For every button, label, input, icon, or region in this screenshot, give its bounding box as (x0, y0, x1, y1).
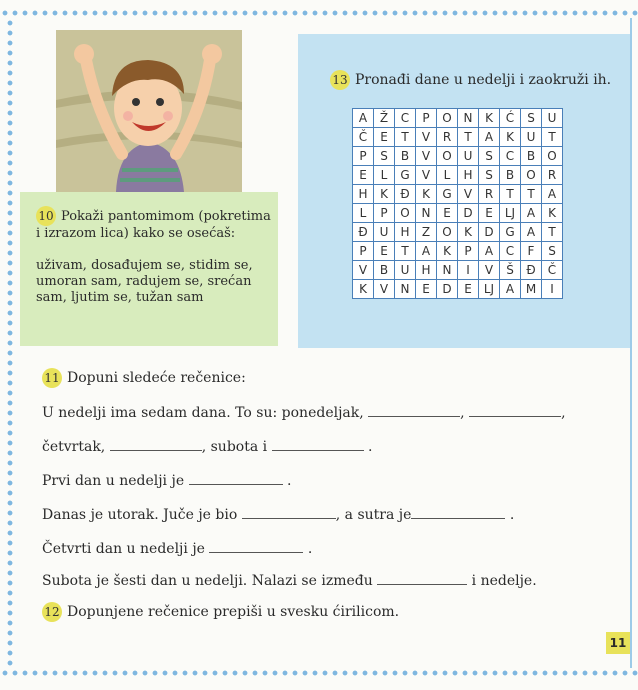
grid-cell[interactable]: Š (500, 261, 521, 280)
grid-cell[interactable]: T (458, 128, 479, 147)
grid-cell[interactable]: V (479, 261, 500, 280)
grid-cell[interactable]: S (479, 147, 500, 166)
word-search-grid (352, 108, 563, 299)
sentence-2: četvrtak, , subota i . (42, 439, 373, 455)
grid-cell[interactable]: H (353, 185, 374, 204)
grid-cell[interactable]: G (500, 223, 521, 242)
grid-cell[interactable]: S (542, 242, 563, 261)
sentence-6: Subota je šesti dan u nedelji. Nalazi se između i nedelje. (42, 573, 537, 589)
grid-cell[interactable]: A (521, 204, 542, 223)
grid-cell[interactable]: G (395, 166, 416, 185)
grid-cell[interactable]: U (542, 109, 563, 128)
grid-cell[interactable]: O (437, 223, 458, 242)
grid-cell[interactable]: E (416, 280, 437, 299)
sentence-3: Prvi dan u nedelji je . (42, 473, 292, 489)
task-11-instruction: Dopuni sledeće rečenice: (67, 370, 246, 386)
grid-cell[interactable]: F (521, 242, 542, 261)
grid-cell[interactable]: Z (416, 223, 437, 242)
blank-field[interactable] (469, 404, 561, 417)
grid-cell[interactable]: L (374, 166, 395, 185)
grid-cell[interactable]: K (542, 204, 563, 223)
blank-field[interactable] (110, 438, 202, 451)
grid-cell[interactable]: H (395, 223, 416, 242)
bottom-dot-border (0, 666, 638, 680)
grid-cell[interactable]: Đ (395, 185, 416, 204)
grid-cell[interactable]: V (374, 280, 395, 299)
grid-cell[interactable]: D (437, 280, 458, 299)
grid-cell[interactable]: K (374, 185, 395, 204)
grid-cell[interactable]: Đ (521, 261, 542, 280)
sentence-5: Četvrti dan u nedelji je . (42, 541, 313, 557)
grid-cell[interactable]: R (479, 185, 500, 204)
grid-cell[interactable]: K (500, 128, 521, 147)
blank-field[interactable] (368, 404, 460, 417)
grid-cell[interactable]: V (458, 185, 479, 204)
grid-cell[interactable]: LJ (479, 280, 500, 299)
grid-cell[interactable]: V (416, 147, 437, 166)
top-dot-border (0, 6, 638, 20)
grid-cell[interactable]: N (416, 204, 437, 223)
grid-cell[interactable]: B (521, 147, 542, 166)
task-12-instruction: Dopunjene rečenice prepiši u svesku ćirilicom. (67, 604, 400, 620)
blank-field[interactable] (189, 472, 283, 485)
grid-cell[interactable]: L (353, 204, 374, 223)
grid-cell[interactable]: P (353, 147, 374, 166)
grid-cell[interactable]: S (479, 166, 500, 185)
grid-cell[interactable]: T (542, 128, 563, 147)
grid-cell[interactable]: N (395, 280, 416, 299)
grid-row (353, 242, 563, 261)
blank-field[interactable] (411, 506, 505, 519)
grid-cell[interactable]: R (437, 128, 458, 147)
grid-cell[interactable]: Ć (500, 109, 521, 128)
grid-cell[interactable]: P (353, 242, 374, 261)
grid-cell[interactable]: C (500, 147, 521, 166)
grid-cell[interactable]: LJ (500, 204, 521, 223)
grid-cell[interactable]: V (353, 261, 374, 280)
blank-field[interactable] (377, 572, 467, 585)
sentence-4: Danas je utorak. Juče je bio , a sutra je . (42, 507, 515, 523)
grid-cell[interactable]: K (416, 185, 437, 204)
grid-cell[interactable]: G (437, 185, 458, 204)
grid-cell[interactable]: P (416, 109, 437, 128)
grid-cell[interactable]: K (437, 242, 458, 261)
grid-cell[interactable]: K (353, 280, 374, 299)
grid-cell[interactable]: U (521, 128, 542, 147)
grid-cell[interactable]: A (479, 242, 500, 261)
grid-cell[interactable]: I (458, 261, 479, 280)
happy-boy-illustration (56, 30, 242, 192)
grid-cell[interactable]: R (542, 166, 563, 185)
blank-field[interactable] (242, 506, 336, 519)
task-11-number-badge: 11 (42, 368, 62, 388)
blank-field[interactable] (272, 438, 364, 451)
grid-cell[interactable]: C (500, 242, 521, 261)
task-12-title (42, 602, 399, 622)
grid-cell[interactable]: U (374, 223, 395, 242)
sentence-1: U nedelji ima sedam dana. To su: ponedeljak, , , (42, 405, 566, 421)
grid-cell[interactable]: C (395, 109, 416, 128)
grid-cell[interactable]: E (374, 242, 395, 261)
grid-cell[interactable]: O (542, 147, 563, 166)
task-10-instruction: Pokaži pantomimom (pokretima i izrazom lica) kako se osećaš: (36, 209, 271, 241)
grid-cell[interactable]: H (458, 166, 479, 185)
grid-cell[interactable]: E (374, 128, 395, 147)
grid-cell[interactable]: E (458, 280, 479, 299)
grid-row (353, 166, 563, 185)
grid-row (353, 185, 563, 204)
grid-cell[interactable]: A (521, 223, 542, 242)
grid-cell[interactable]: B (395, 147, 416, 166)
grid-cell[interactable]: U (458, 147, 479, 166)
grid-cell[interactable]: H (416, 261, 437, 280)
task-10-emotions-list: uživam, dosađujem se, stidim se, umoran sam, radujem se, srećan sam, ljutim se, tužan sam (36, 258, 253, 305)
grid-row (353, 109, 563, 128)
left-dot-border (4, 18, 16, 668)
grid-cell[interactable]: A (542, 185, 563, 204)
grid-cell[interactable]: S (521, 109, 542, 128)
grid-cell[interactable]: P (458, 242, 479, 261)
grid-cell[interactable]: T (500, 185, 521, 204)
grid-cell[interactable]: K (458, 223, 479, 242)
grid-cell[interactable]: A (353, 109, 374, 128)
task-10 (36, 206, 272, 306)
task-13-title (330, 70, 611, 90)
grid-cell[interactable]: O (437, 147, 458, 166)
grid-cell[interactable]: B (500, 166, 521, 185)
grid-cell[interactable]: V (416, 128, 437, 147)
grid-cell[interactable]: M (521, 280, 542, 299)
blank-field[interactable] (209, 540, 303, 553)
grid-row (353, 223, 563, 242)
grid-cell[interactable]: T (521, 185, 542, 204)
page-number: 11 (606, 632, 630, 654)
grid-cell[interactable]: T (395, 128, 416, 147)
grid-cell[interactable]: L (437, 166, 458, 185)
grid-row (353, 204, 563, 223)
grid-cell[interactable]: Č (542, 261, 563, 280)
right-border-line (630, 18, 632, 668)
task-12-number-badge: 12 (42, 602, 62, 622)
grid-cell[interactable]: E (437, 204, 458, 223)
grid-cell[interactable]: E (353, 166, 374, 185)
grid-cell[interactable]: Č (353, 128, 374, 147)
task-11-title (42, 368, 246, 388)
grid-cell[interactable]: A (479, 128, 500, 147)
grid-cell[interactable]: N (437, 261, 458, 280)
grid-cell[interactable]: T (395, 242, 416, 261)
grid-cell[interactable]: P (374, 204, 395, 223)
task-13-instruction: Pronađi dane u nedelji i zaokruži ih. (355, 72, 612, 88)
grid-row (353, 261, 563, 280)
grid-cell[interactable]: V (416, 166, 437, 185)
grid-cell[interactable]: N (458, 109, 479, 128)
grid-cell[interactable]: Đ (353, 223, 374, 242)
task-10-number-badge: 10 (36, 206, 56, 226)
task-13-number-badge: 13 (330, 70, 350, 90)
grid-cell[interactable]: D (479, 223, 500, 242)
grid-cell[interactable]: U (395, 261, 416, 280)
grid-cell[interactable]: I (542, 280, 563, 299)
grid-cell[interactable]: Ž (374, 109, 395, 128)
grid-cell[interactable]: B (374, 261, 395, 280)
grid-cell[interactable]: O (395, 204, 416, 223)
grid-cell[interactable]: A (416, 242, 437, 261)
grid-cell[interactable]: A (500, 280, 521, 299)
grid-row (353, 147, 563, 166)
grid-cell[interactable]: O (521, 166, 542, 185)
grid-cell[interactable]: S (374, 147, 395, 166)
grid-cell[interactable]: D (458, 204, 479, 223)
grid-row (353, 128, 563, 147)
grid-cell[interactable]: K (479, 109, 500, 128)
grid-row (353, 280, 563, 299)
grid-cell[interactable]: O (437, 109, 458, 128)
grid-cell[interactable]: T (542, 223, 563, 242)
grid-cell[interactable]: E (479, 204, 500, 223)
